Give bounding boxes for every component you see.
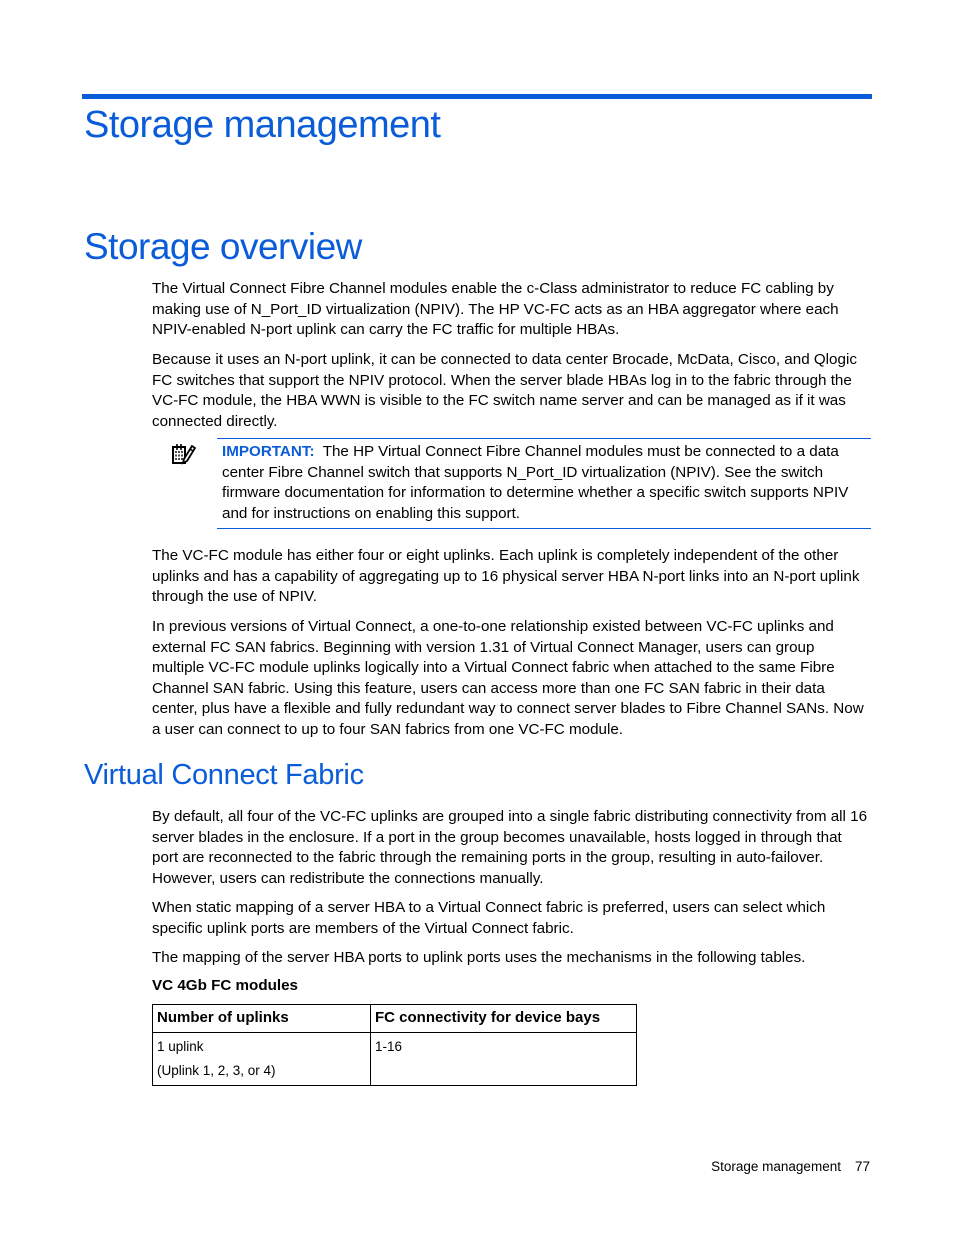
important-note <box>222 442 868 524</box>
uplinks-line-2: (Uplink 1, 2, 3, or 4) <box>157 1063 276 1078</box>
table-header-connectivity: FC connectivity for device bays <box>371 1005 637 1033</box>
uplinks-line-1: 1 uplink <box>157 1039 204 1054</box>
important-note-text: The HP Virtual Connect Fibre Channel modules must be connected to a data center Fibre Channel switch that supports N_Port_ID virtualization (NPIV). See the switch firmware documentation for information to determine whether a specific switch supports NPIV and for instructions on enabling this support. <box>222 443 849 522</box>
fabric-paragraph-3: The mapping of the server HBA ports to uplink ports uses the mechanisms in the following tables. <box>152 949 806 966</box>
subsection-title: Virtual Connect Fabric <box>84 759 364 791</box>
overview-paragraph-1: The Virtual Connect Fibre Channel modules enable the c-Class administrator to reduce FC cabling by making use of N_Port_ID virtualization (NPIV). The HP VC-FC acts as an HBA aggregator where each NPIV-enabled N-port uplink can carry the FC traffic for multiple HBAs. <box>152 280 839 338</box>
section-title: Storage overview <box>84 226 362 267</box>
table-cell-connectivity: 1-16 <box>371 1033 637 1086</box>
table-caption: VC 4Gb FC modules <box>152 977 298 994</box>
table-header-row <box>153 1005 637 1033</box>
table-row <box>153 1033 637 1086</box>
note-bottom-rule <box>217 528 871 529</box>
table-header-uplinks: Number of uplinks <box>153 1005 371 1033</box>
footer-section: Storage management <box>711 1159 841 1174</box>
fabric-paragraph-2: When static mapping of a server HBA to a Virtual Connect fabric is preferred, users can select which specific uplink ports are members of the Virtual Connect fabric. <box>152 899 826 937</box>
important-note-icon <box>170 441 196 467</box>
page-number: 77 <box>854 1159 870 1174</box>
page-footer <box>0 1159 870 1174</box>
note-top-rule <box>217 438 871 439</box>
table-cell-uplinks <box>153 1033 371 1086</box>
chapter-rule <box>82 94 872 99</box>
important-label: IMPORTANT: <box>222 443 315 460</box>
overview-paragraph-2: Because it uses an N-port uplink, it can be connected to data center Brocade, McData, Cisco, and Qlogic FC switches that support the NPIV protocol. When the server blade HBAs log in to the fabric through the VC-FC module, the HBA WWN is visible to the FC switch name server and can be managed as if it was connected directly. <box>152 351 857 430</box>
chapter-title: Storage management <box>84 104 441 146</box>
overview-paragraph-3: The VC-FC module has either four or eight uplinks. Each uplink is completely independent of the other uplinks and has a capability of aggregating up to 16 physical server HBA N-port links into an N-port uplink through the use of NPIV. <box>152 547 860 605</box>
overview-paragraph-4: In previous versions of Virtual Connect, a one-to-one relationship existed between VC-FC uplinks and external FC SAN fabrics. Beginning with version 1.31 of Virtual Connect Manager, users can group multiple VC-FC module uplinks logically into a Virtual Connect fabric when attached to the same Fibre Channel SAN fabric. Using this feature, users can access more than one FC SAN fabric in their data center, plus have a flexible and fully redundant way to connect server blades to Fibre Channel SANs. Now a user can connect to up to four SAN fabrics from one VC-FC module. <box>152 618 864 738</box>
fabric-paragraph-1: By default, all four of the VC-FC uplinks are grouped into a single fabric distributing connectivity from all 16 server blades in the enclosure. If a port in the group becomes unavailable, hosts logged in through that port are reconnected to the fabric through the remaining ports in the group, resulting in auto-failover. However, users can redistribute the connections manually. <box>152 808 868 887</box>
uplink-table <box>152 1004 637 1086</box>
